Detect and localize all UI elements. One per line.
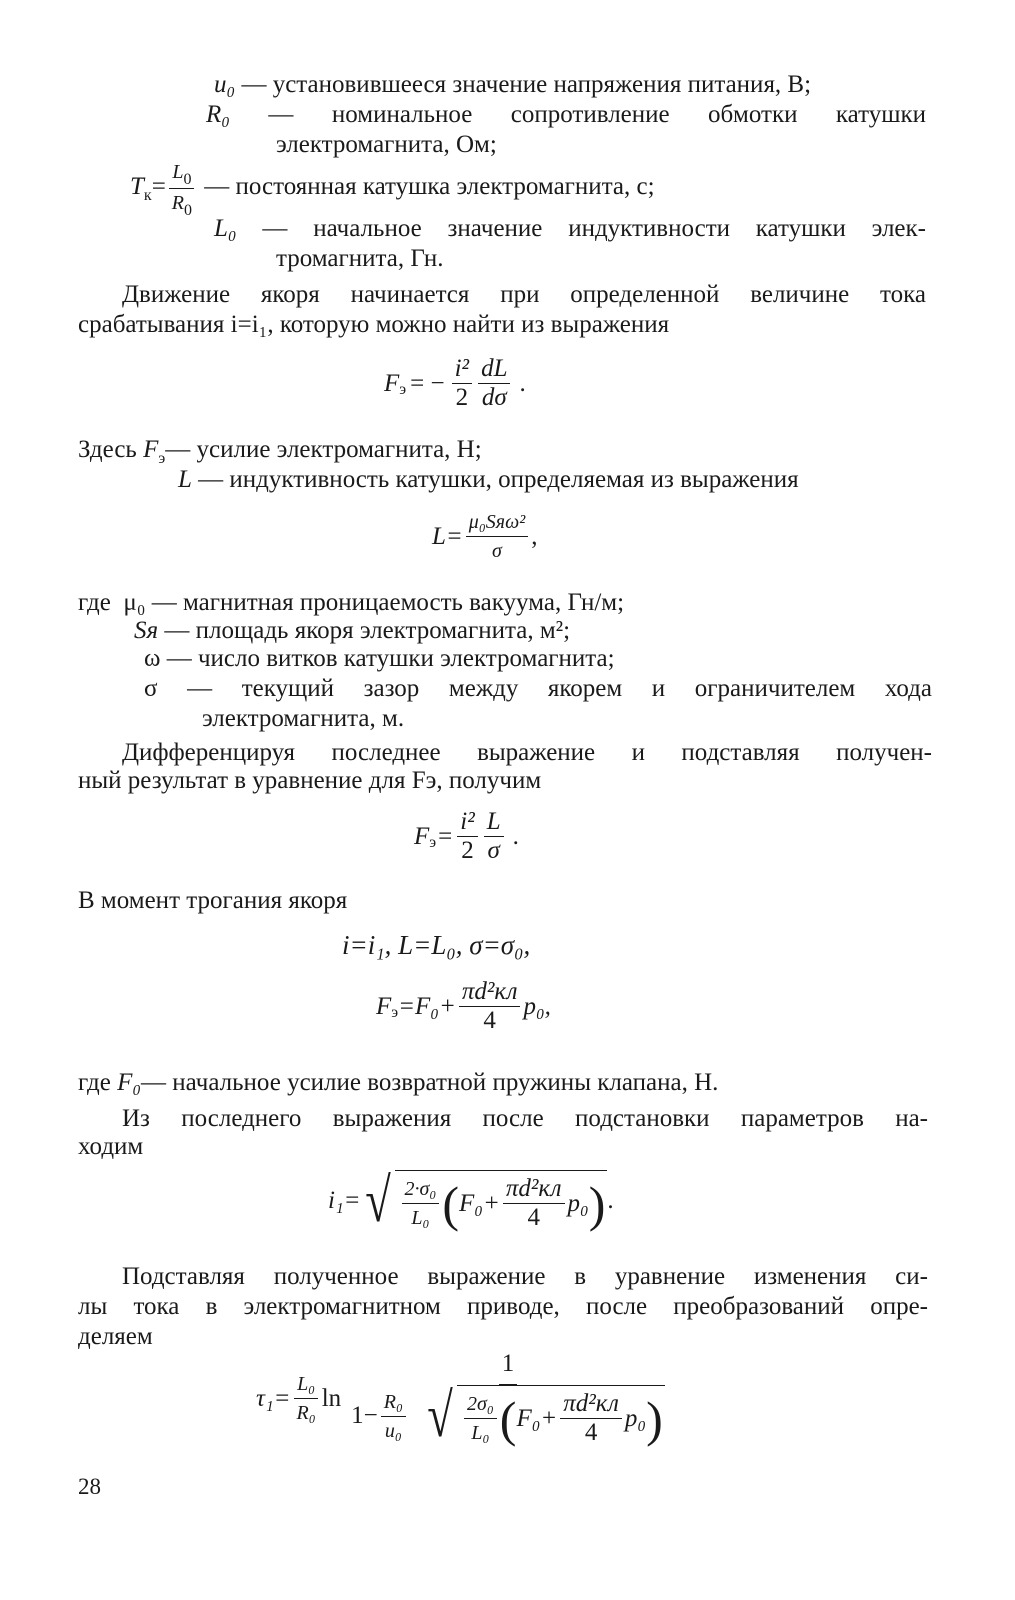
para3: В момент трогания якоря <box>78 887 348 914</box>
here-fe: Здесь $F_э—$ усилие электромагнита, Н; <box>78 436 482 467</box>
equation-force-1: F э = − $\frac{\text{i²}}{2}$ $\frac{dL}{d\sigma}$ . <box>384 355 526 411</box>
para5-line3: деляем <box>78 1323 153 1350</box>
def-r0: R₀ — номинальное сопротивление обмотки катушки <box>206 101 927 128</box>
equation-initial-conditions: i=i₁, L=L₀, σ=σ₀, <box>342 930 531 960</box>
def-r0-cont: электромагнита, Ом; <box>276 131 497 158</box>
equation-force-2: F э = $\frac{\text{i²}}{2}$ $\frac{L}{\sigma}$ . <box>414 808 519 864</box>
where-sigma-cont: электромагнита, м. <box>202 705 405 732</box>
where-omega: ω — число витков катушки электромагнита; <box>144 645 615 672</box>
def-l0: L₀ — начальное значение индуктивности катушки элек- <box>214 215 926 242</box>
def-u0: u₀ — установившееся значение напряжения питания, В; <box>214 71 812 98</box>
def-tk: $T_к=$ $\frac{L_0}{R_0}$ — постоянная катушка электромагнита, с; <box>130 158 655 219</box>
para1-line1: Движение якоря начинается при определенной величине тока <box>122 281 926 308</box>
para4-line1: Из последнего выражения после подстановки параметров на- <box>122 1105 928 1132</box>
where-f0: где F₀— начальное усилие возвратной пружины клапана, Н. <box>78 1069 719 1096</box>
where-s: Sя — площадь якоря электромагнита, м²; <box>134 617 571 644</box>
equation-tau1: τ₁= $\frac{\text{L₀}}{\text{R₀}}$ ln 1 1− $\frac{\text{R₀}}{\text{u₀}}$ √ $\frac{\text{2σ₀}}{\text{L₀}}$ ( F₀+ $\frac{\text{πd²кл}}{4}$ p₀ ) <box>256 1350 663 1450</box>
para1-line2: срабатывания i=i₁, которую можно найти из выражения <box>78 311 670 338</box>
equation-inductance: L= $\frac{\text{μ₀Sяω²}}{\sigma}$ , <box>432 508 537 565</box>
para2-line1: Дифференцируя последнее выражение и подставляя получен- <box>122 739 932 766</box>
def-l0-cont: тромагнита, Гн. <box>276 245 444 272</box>
para5-line2: лы тока в электромагнитном приводе, после преобразований опре- <box>78 1293 928 1320</box>
l-definition: L — индуктивность катушки, определяемая из выражения <box>178 466 799 493</box>
para5-line1: Подставляя полученное выражение в уравнение изменения си- <box>122 1263 928 1290</box>
para2-line2: ный результат в уравнение для Fэ, получим <box>78 767 542 794</box>
where-mu0: где μ₀ — магнитная проницаемость вакуума, Гн/м; <box>78 589 625 616</box>
equation-force-3: F э =F₀+ $\frac{\text{πd²кл}}{4}$ p₀, <box>376 978 551 1034</box>
para4-line2: ходим <box>78 1133 144 1160</box>
where-sigma: σ — текущий зазор между якорем и ограничителем хода <box>144 675 932 702</box>
page-number: 28 <box>78 1474 101 1499</box>
equation-current-i1: i₁= √ $\frac{\text{2·σ₀}}{\text{L₀}}$ ( F₀+ $\frac{\text{πd²кл}}{4}$ p₀ ) . <box>328 1167 614 1235</box>
